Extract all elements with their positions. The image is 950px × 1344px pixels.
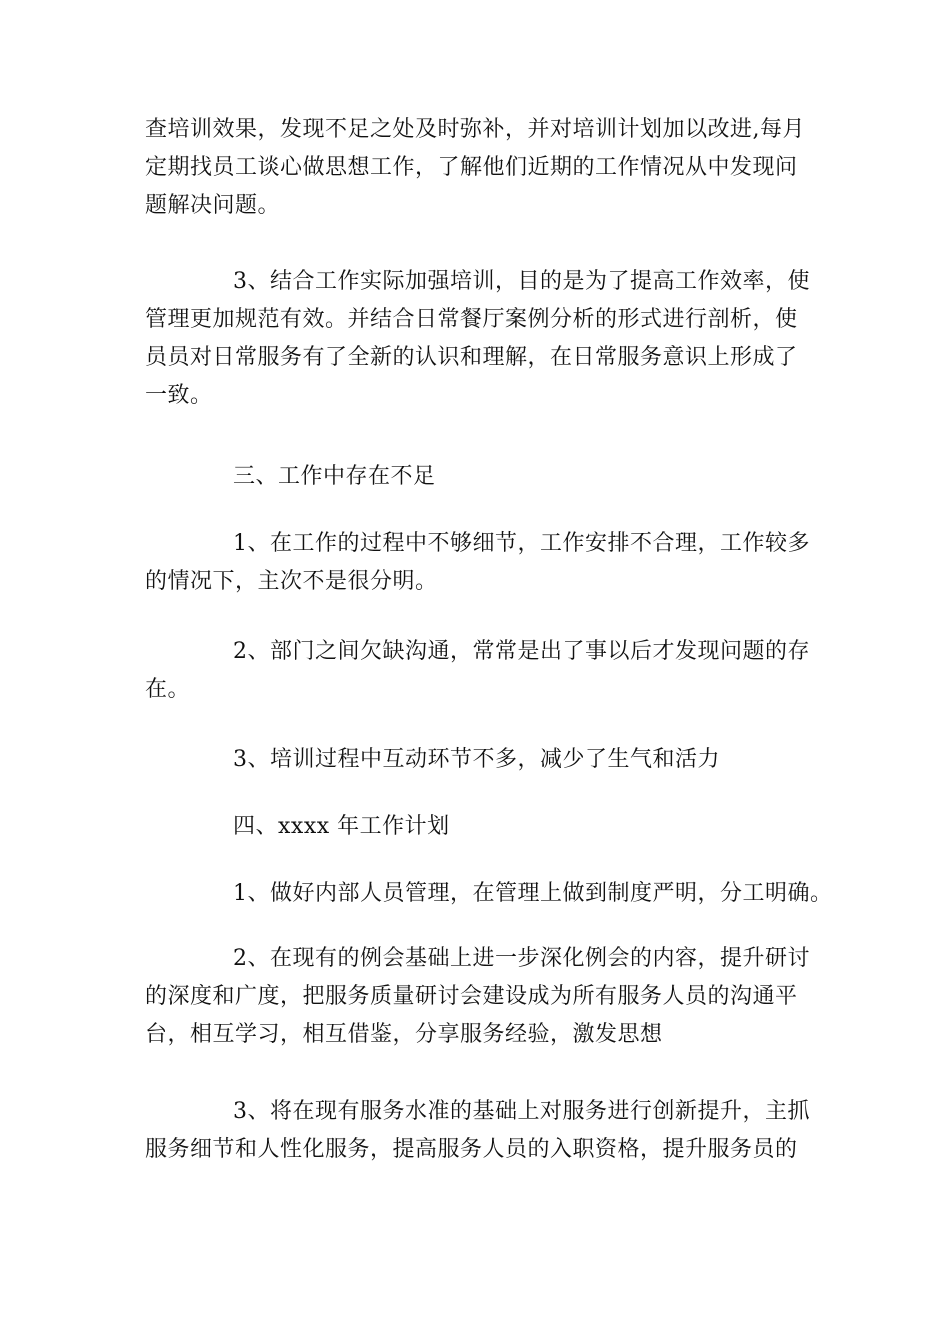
text-line: 1、做好内部人员管理，在管理上做到制度严明，分工明确。	[233, 881, 833, 906]
text-line: 服务细节和人性化服务，提高服务人员的入职资格，提升服务员的	[145, 1137, 798, 1162]
text-line: 定期找员工谈心做思想工作，了解他们近期的工作情况从中发现问	[145, 155, 798, 180]
text-line: 管理更加规范有效。并结合日常餐厅案例分析的形式进行剖析，使	[145, 307, 798, 332]
text-line: 2、在现有的例会基础上进一步深化例会的内容，提升研讨	[233, 946, 810, 971]
paragraph-item-3-practice-training	[145, 263, 825, 415]
text-line: 台，相互学习，相互借鉴，分享服务经验，激发思想	[145, 1022, 663, 1047]
text-line: 一致。	[145, 383, 213, 408]
text-line: 3、培训过程中互动环节不多，减少了生气和活力	[233, 747, 720, 772]
text-line: 3、结合工作实际加强培训，目的是为了提高工作效率，使	[233, 269, 810, 294]
paragraph-shortcoming-1	[145, 525, 825, 601]
paragraph-shortcoming-2	[145, 633, 825, 709]
text-line: 在。	[145, 677, 191, 702]
text-line: 的情况下，主次不是很分明。	[145, 569, 438, 594]
section-heading: 三、工作中存在不足	[233, 464, 436, 489]
text-line: 题解决问题。	[145, 193, 281, 218]
text-line: 2、部门之间欠缺沟通，常常是出了事以后才发现问题的存	[233, 639, 810, 664]
text-line: 员员对日常服务有了全新的认识和理解，在日常服务意识上形成了	[145, 345, 798, 370]
text-line: 3、将在现有服务水准的基础上对服务进行创新提升，主抓	[233, 1099, 810, 1124]
text-line: 查培训效果，发现不足之处及时弥补，并对培训计划加以改进,每月	[145, 117, 805, 142]
section-heading-shortcomings	[145, 458, 825, 496]
paragraph-training-followup	[145, 111, 825, 225]
section-heading-work-plan	[145, 808, 825, 846]
text-line: 的深度和广度，把服务质量研讨会建设成为所有服务人员的沟通平	[145, 984, 798, 1009]
paragraph-shortcoming-3	[145, 741, 825, 779]
section-heading: 四、xxxx 年工作计划	[233, 814, 450, 839]
paragraph-plan-2	[145, 940, 825, 1054]
paragraph-plan-3	[145, 1093, 825, 1169]
paragraph-plan-1	[145, 875, 833, 913]
text-line: 1、在工作的过程中不够细节，工作安排不合理，工作较多	[233, 531, 810, 556]
